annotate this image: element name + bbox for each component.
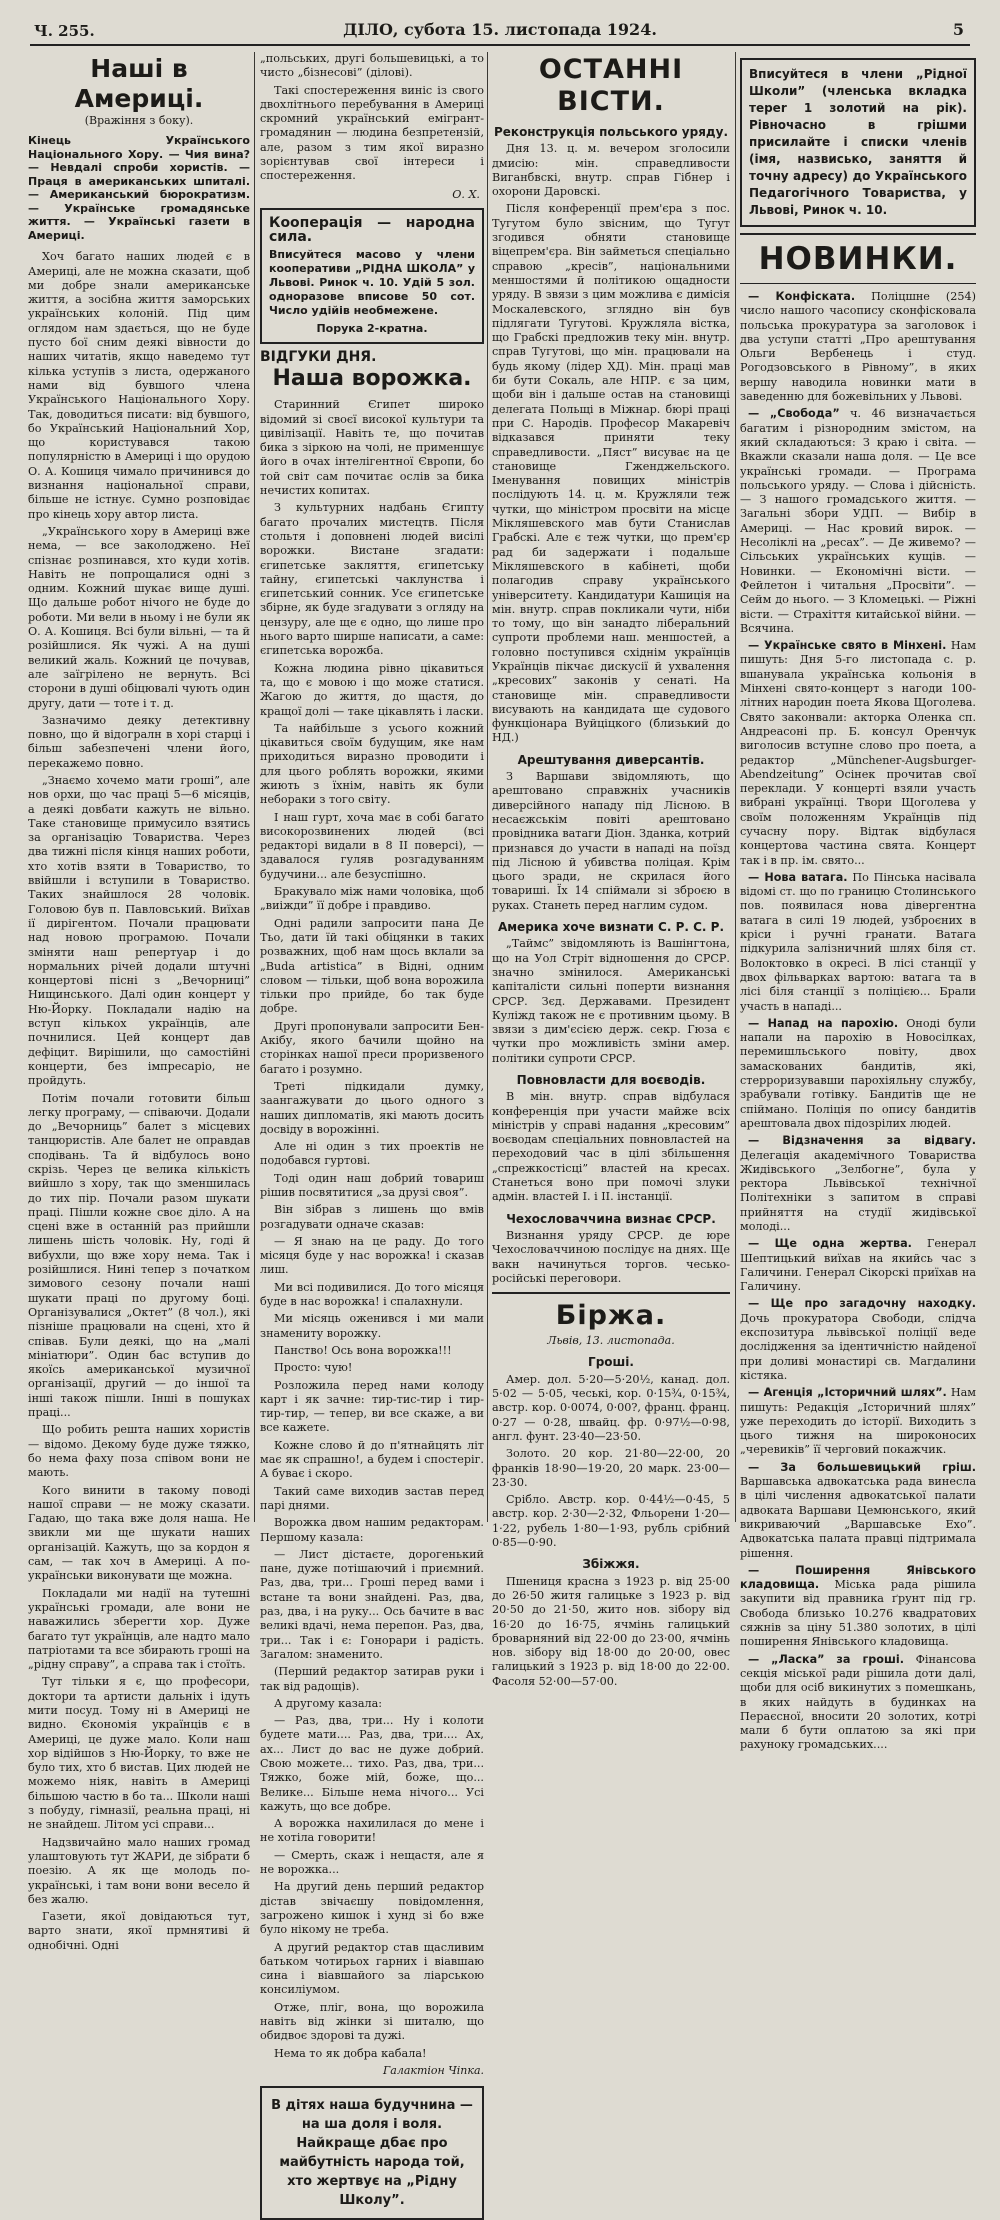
section-label: ВІДГУКИ ДНЯ.: [260, 348, 377, 365]
news-item-heading: — Ще одна жертва.: [748, 1237, 912, 1251]
news-item-text: Делегація академічного Товариства Жидівського „Зелбогне”, була у ректора Львівської технічної Політехніки з запитом в справі прийняття на студії жидівської молоді...: [740, 1148, 976, 1233]
news-item: [740, 639, 976, 868]
news-item-text: Дочь прокуратора Свободи, слідча експозитура львівської поліції веде дослідження за ідентичністю найденої при доливі монастирі св. Магдалини кістяка.: [740, 1311, 976, 1382]
news-item: [740, 871, 976, 1014]
column-divider: [735, 52, 736, 1522]
masthead-title: ДІЛО, субота 15. листопада 1924.: [343, 20, 657, 39]
paragraph: — Смерть, скаж і нещастя, але я не ворожка...: [260, 1848, 484, 1877]
news-heading: Повновласти для воєводів.: [516, 1073, 706, 1087]
paragraph: Газети, якої довідаються тут, варто знати, якої прмнятиві й однобічні. Одні: [28, 1910, 250, 1952]
paragraph: Розложила перед нами колоду карт і як зачне: тир-тис-тир і тир-тир-тир, — тепер, ви все скаже, а ви все кажете.: [260, 1378, 484, 1435]
paragraph: Після конференції прем'єра з пос. Тугутом було звісним, що Тугут згодився обняти становище віцепрем'єра. Він займеться спеціально справою „кресів”, національними меншостями й політикою ощадности уряду. В звязи з цим можлива є димісія Москалевского, зглядно він був підлягати Тугутові. Кружляла вістка, що Грабскі предложив теку мін. внутр. справ Тугутові, що мін. працювали на будь якому (лідер ХД). Мін. праці мав би бути Сокаль, але НПР. є за цим, щоби він і дальше остав на становищі делегата Польщі в Міжнар. бюрі праці при С. Народів. Професор Макаревіч відказався приняти теку справедливости. „Пяст” висуває на це становище Гженджельского. Іменування повищих міністрів послідують 14. ц. м. Кружляли теж чутки, що міністром просвіти на місце Мікляшевского мав бути Станислав Грабскі. Але є теж чутки, що прем'єр рад би задержати і подальше Мікляшевского в кабінеті, щоби полагодив справу українського університету. Кандидатури Кашиція на мін. внутр. справ покликали чути, ніби то тому, що він занадто ліберальний супроти проблеми наш. меншостей, а головно поступився східнім українців Українців пікчає дискусії й ухвалення „кресових” законів у сенаті. На становище мін. справедливости висувають на кандидата ще судового функціонара Вуйціцкого (близький до НД.): [492, 202, 730, 745]
dateline: Львів, 13. листопада.: [547, 1334, 675, 1348]
article-title: Наша ворожка.: [272, 366, 472, 392]
news-item-text: Оноді були напали на парохію в Новосілках, перемишльського повіту, двох замаскованих бандитів, які, стерроризувавши парохіяльну службу, зрабували готівку. Бандитів ще не спіймано. Поліція по опису бандитів арештовала двох підозрілих людей.: [740, 1016, 976, 1130]
market-heading: Збіжжя.: [582, 1557, 640, 1572]
news-item-heading: — Конфіската.: [748, 290, 856, 303]
paragraph: (Перший редактор затирав руки і так від радощів).: [260, 1665, 484, 1693]
paragraph: Кожна людина рівно цікавиться та, що є мовою і що може статися. Жагою до життя, до щастя, до кращої долі — таке цікавлять і ласки.: [260, 661, 484, 718]
news-item: [740, 407, 976, 636]
news-heading: Чехословаччина визнає СРСР.: [506, 1211, 716, 1226]
paragraph: Пшениця красна з 1923 р. від 25·00 до 26·50 житя галицьке з 1923 р. від 20·50 до 21·50, жито нов. зібору від 16·20 до 16·75, ячмінь галицький броварняний від 22·00 до 23·00, ячмінь нов. зібору від 18·00 до 20·00, овес галицький з 1923 р. від 18·00 до 22·00. Фасоля 52·00—57·00.: [492, 1574, 730, 1688]
paragraph: Дня 13. ц. м. вечером зголосили дмисію: мін. справедливости Виганбвскі, внутр. справ Гібнер і охорони Даровскі.: [492, 142, 730, 199]
paragraph: Що робить решта наших хористів — відомо. Декому буде дуже тяжко, бо нема фаху поза співом вони не мають.: [28, 1423, 250, 1480]
article-deck: Кінець Українського Національного Хору. — Чия вина? — Невдалі спроби хористів. — Праця в американських шпиталі. — Американський бюрократизм. — Українське громадянське життя. — Українські газети в Америці.: [28, 134, 250, 242]
news-item: [740, 290, 976, 404]
paragraph: Такі спостереження виніс із свого двохлітнього перебування в Америці скромний український емігрант-громадянин — людина безпретензій, але, разом з тим якої виразно зорієнтував свої інтереси і спостереження.: [260, 83, 484, 183]
paragraph: Кожне слово й до п'ятнайцять літ має як спрашно!, а будем і спостеріг. А буває і скоро.: [260, 1438, 484, 1481]
news-item-text: Варшавська адвокатська рада винесла в цілі числення адвокатської палати адвоката Варшави Цемюнського, який викриваючий „Варшавське Ехо”. Адвокатська палата правці підтримала рішення.: [740, 1475, 976, 1560]
news-item: [740, 1564, 976, 1650]
market-heading: Гроші.: [588, 1355, 634, 1370]
paragraph: Одні радили запросити пана Де Тьо, дати їй такі обіцянки в таких розважних, щоб нам щось вклали за „Buda artistica” в Відні, одним словом — тільки, щоб вона ворожила тільки про прийде, бо так буде добре.: [260, 916, 484, 1016]
paragraph: — Раз, два, три... Ну і колоти будете мати.... Раз, два, три.... Ах, ах... Лист до вас не дуже добрий. Свою можете... тихо. Раз, два, три... Тяжко, боже мій, боже, що... Велике... Більше нема нічого... Усі кажуть, що все добре.: [260, 1714, 484, 1813]
paragraph: Він зібрав з лишень що вмів розгадувати одначе сказав:: [260, 1203, 484, 1231]
author-signature: Галактіон Чіпка.: [382, 2063, 484, 2077]
paragraph: Старинний Єгипет широко відомий зі своєї високої культури та цивілізації. Навіть те, що почитав бика з зіркою на чолі, не применшує його в очах інтелігентної Європи, бо той світ сам почитає ослів за бика нечистих копитах.: [260, 398, 484, 498]
membership-ad-box: Вписуйтеся в члени „Рідної Школи” (членська вкладка теper 1 золотий на рік). Рівночасно в грішми присилайте і списки членів (імя, назвисько, заняття й точну адресу) до Українського Педагогічного Товариства, у Львові, Ринок ч. 10.: [740, 58, 976, 227]
ad-footer: Порука 2-кратна.: [316, 321, 428, 335]
paragraph: Ми місяць оженився і ми мали знамениту ворожку.: [260, 1312, 484, 1340]
news-item-text: ч. 46 визначається багатим і різнородним змістом, на який складаються: З краю і світа. — Вкажли сказали наша доля. — Це все українські громади. — Програма польського уряду. — Слова і дійсність. — З нашого громадського життя. — Загальні збори УДП. — Вибір в Америці. — Нас кровий вирок. — Несоліклі на „ресах”. — Де живемо? — Сільських українських кущів. — Новинки. — Економічні вісти. — Фейлетон і читальня „Просвіти”. — Сейм до нього. — З Кломецькі. — Ріжні вісти. — Страхіття китайської війни. — Всячина.: [740, 407, 976, 635]
paragraph: А ворожка нахилилася до мене і не хотіла говорити!: [260, 1817, 484, 1845]
news-item-heading: — Нова ватага.: [748, 870, 848, 884]
news-item: [740, 1134, 976, 1234]
paragraph: Зазначимо деяку детективну повно, що й відогралн в хорі старці і більш забезпечені члени його, перекажемо повно.: [28, 713, 250, 770]
paragraph: Хоч багато наших людей є в Америці, але не можна сказати, щоб ми добре знали американське життя, а зосібна життя заморських українських колоній. Під цим оглядом нам здається, що не буде пусто бої сним деякі вівности до наших читатів, якщо наведемо тут кілька уступів з листа, одержаного нами від бувшого члена Українського Національного Хору. Так, доводиться писати: від бувшого, бо Український Національний Хор, що користувався такою популярністю в Америці і що орудою О. А. Кошиця чимало причинився до визнання національної справи, більше не істнує. Сумно розповідає про кінець хору автор листа.: [28, 250, 250, 521]
article-subtitle: (Вражіння з боку).: [84, 114, 194, 127]
news-item-heading: — „Свобода”: [748, 407, 840, 421]
news-item-text: Міська рада рішила закупити від правника ґрунт під гр. Свобода близько 10.276 квадратових сяжнів за ціну 51.380 золотих, в цілі поширення Янівського кладовища.: [740, 1578, 976, 1649]
column-3: [492, 52, 730, 1688]
paragraph: З культурних надбань Єгипту багато прочалих мистецтв. Після стольтя і доповнені людей висілі ворожки. Вистане згадати: єгипетське закляття, єгипетську тайну, єгипетські чаклунства і єгипетський сонник. Усе єгипетське збірне, як буде згадувати з огляду на цензуру, але ще є одно, що лише про нього варто ширше написати, а саме: єгипетська ворожба.: [260, 501, 484, 658]
paragraph: Ворожка двом нашим редакторам. Першому казала:: [260, 1516, 484, 1544]
divider: [492, 1292, 730, 1294]
paragraph: Просто: чую!: [274, 1361, 353, 1375]
paragraph: Отже, пліг, вона, що ворожила навіть від жінки зі шиталю, що обидвоє здорові та дужі.: [260, 2000, 484, 2043]
divider: [740, 283, 976, 284]
paragraph: — Я знаю на це раду. До того місяця буде у нас ворожка! і сказав лиш.: [260, 1234, 484, 1277]
column-divider: [254, 52, 255, 1522]
paragraph: Визнання уряду СРСР. де юре Чехословаччиною послідує на днях. Ще вакн начинуться торгов. чесько-російські переговори.: [492, 1228, 730, 1285]
paragraph: Другі пропонували запросити Бен-Акібу, якого бачили щойно на сторінках нашої преси проризвеного багато і розумно.: [260, 1019, 484, 1076]
paragraph: Потім почали готовити більш легку програму, — співаючи. Додали до „Вечорниць” балет з місцевих танцюристів. Але балет не оправдав сподівань. Та й відбулось воно скрізь. Через це велика кількість вийшло з хору, так що зменшилась до тих пір. Почали разом шукати праці. Пішли кожне своє діло. А на сцені вже в останній раз прийшли лишень шість чоловік. Ну, годі й вибухли, що вже хору нема. Так і розійшлися. Нині тепер з початком зимового сезону почали наші шукати праці по другому боці. Організувалися „Октет” (8 чол.), які пізніше працювали на сцені, хто й співав. Були деякі, що на „малі мініатюри”. Один бас вступив до якоїсь американської музичної організації, другий — до іншої та інші також пішли. Інші в пошуках праці...: [28, 1091, 250, 1420]
paragraph: І наш гурт, хоча має в собі багато високорозвинених людей (всі редакторі видали в 8 ІІ поверсі), — здавалося гуляв розгадуванням будучини... але безуспішно.: [260, 810, 484, 881]
cooperative-ad-box: [260, 208, 484, 344]
news-item-text: Нам пишуть: Редакція „Історичний шлях” уже переходить до історії. Виходить з цього тижня на широконосих „черевиків” її черговий покажчик.: [740, 1386, 976, 1457]
paragraph: З Варшави звідомляють, що арештовано справжніх учасників диверсійного нападу під Лісною. В несаєжськім повіті арештовано провідника ватаги Діон. Зданка, котрий признався до участи в нападі на поїзд під Лісною й убивства поліцая. Крім цього зради, не скрилася його товариші. Їх 14 спіймали зі зброєю в руках. Станеть перед наглим судом.: [492, 770, 730, 912]
masthead: [30, 18, 970, 46]
news-item-heading: — Відзначення за відвагу.: [748, 1134, 976, 1148]
paragraph: На другий день перший редактор дістав звічаєшу повідомлення, загрожено кишок і хунд зі бо вже було нікому не треба.: [260, 1880, 484, 1937]
news-item: [740, 1237, 976, 1294]
paragraph: Тоді один наш добрий товариш рішив посвятитися „за друзі своя”.: [260, 1171, 484, 1199]
paragraph: Бракувало між нами чоловіка, щоб „виіжди” її добре і правдиво.: [260, 885, 484, 913]
paragraph: Такий саме виходив застав перед парі днями.: [260, 1484, 484, 1512]
paragraph: „Українського хору в Америці вже нема, — все заколоджено. Неї спізнає розпинався, хто куди хотів. Навіть не попрощалися одні з одним. Кожний шукає вище душі. Що дальше робот нічого не буде до роботи. Ми вели в ньому і не були як О. А. Кошиця. Всі були вільні, — та й розійшлися. Як чужі. А на душі великий жаль. Кожний це почував, але заїгрілено не вернуть. Всі сторони в душі обіцювалі чують один другу, дати — тоте і т. д.: [28, 524, 250, 710]
news-item-heading: — Українське свято в Мінхені.: [748, 639, 947, 653]
news-item: [740, 1386, 976, 1457]
paragraph: А другому казала:: [274, 1696, 383, 1710]
paragraph: Тут тільки я є, що професори, доктори та артисти дальніх і ідуть мити посуд. Тому ні в Америці не видно. Єкономія українців є в Америці, це дуже мало. Коли наш хор відійшов з Ню-Йорку, то вже не було тих, хто б вистав. Цих людей не можемо ніяк, навіть в Америці більшою частю в бо та... Школи наші з побуду, гімназії, реальна праці, ні не знайдеш. Літом усі справи...: [28, 1675, 250, 1832]
column-divider: [487, 52, 488, 1522]
news-item: [740, 1653, 976, 1753]
paragraph: „Знаємо хочемо мати гроші”, але нов орхи, що час праці 5—6 місяців, а деякі довбати кажуть не вільно. Таке становище примусило взятись за організацію Товариства. Через два тижні після кінця наших роботи, хто хотів взяти в Товариство, то ввійшли і вступили в Товариство. Таких знайшлося 28 чоловік. Головою був п. Павловський. Виїхав ії дирігентом. Почали працювати над новою програмою. Почали зміняти наш репертуар і до нормальних річей додали штучні концертові пісні з „Вечорниці” Нищинського. Далі один концерт у Ню-Йорку. Покладали надію на вступ кількох українців, але почнилися. Цей концерт дав дефіцит. Вирішили, що самостійні концерти, без імпресаріо, не пройдуть.: [28, 773, 250, 1088]
news-item: [740, 1461, 976, 1561]
page-number: 5: [952, 20, 964, 39]
news-item-heading: — За большевицький гріш.: [748, 1460, 976, 1474]
paragraph: — Лист дістаєте, дорогенький пане, дуже потішаючий і приємний. Раз, два, три... Гроші перед вами і встане та вони знайдені. Раз, два, раз, два, і на руку... Ось бачите в вас великі вдачі, нема перепон. Раз, два, три... Так і є: Гонорари і радість. Загалом: знаменито.: [260, 1547, 484, 1661]
news-heading: Реконструкція польського уряду.: [493, 125, 728, 139]
paragraph: Але ні один з тих проектів не подобався гуртові.: [260, 1140, 484, 1168]
column-1: [28, 52, 250, 1952]
paragraph: Кого винити в такому поводі нашої справи — не можу сказати. Гадаю, що така вже доля наша. Не звикли ми ще шукати наших організацій. Кажуть, що за кордон я сам, — так хоч в Америці. А по-українськи виконувати ще можна.: [28, 1483, 250, 1583]
paragraph: Золото. 20 кор. 21·80—22·00, 20 франків 18·90—19·20, 20 марк. 23·00—23·30.: [492, 1447, 730, 1489]
issue-number: Ч. 255.: [34, 22, 95, 40]
news-heading: Америка хоче визнати С. Р. С. Р.: [497, 920, 725, 935]
article-title: Наші в Америці.: [74, 54, 204, 113]
column-4: [740, 52, 976, 1752]
news-item-text: Нам пишуть: Дня 5-го листопада с. р. вшанувала українська кольонія в Мінхені свято-концерт з нагоди 100-літних народин поета Якова Щоголева. Свято законвали: акторка Оленка сп. Андрeасоні пр. Б. консул Оренчук виголосив вступне слово про поета, а редактор „Münchener-Augsburger-Abendzeitung” Осінек прочитав свої переклади. У концерті взяли участь вибрані українці. Твори Щоголева у своїм положенням Українців під сучасну пору. Відтак відбулася концертова частина свята. Концерт так і в пр. ім. свято...: [740, 639, 976, 867]
news-heading: Арештування диверсантів.: [517, 752, 705, 767]
news-item-text: Фінансова секція міської ради рішила доти далі, щоби для осіб викинутих з помешкань, в яких найдуть в будинках на Пераєсної, вносити 20 золотих, котрі мали б бути оплатою за які при рахуноку громадських....: [740, 1652, 976, 1752]
paragraph: Та найбільше з усього кожний цікавиться своїм будущим, яке нам приходиться виразно проводити і для цього роблять ворожки, якими жиють з їхнім, навіть як були небораки з того світу.: [260, 721, 484, 807]
paragraph: Треті підкидали думку, заангажувати до цього одного з наших дипломатів, які мають досить досвіду в ворожінні.: [260, 1079, 484, 1136]
ridna-shkola-box: В дітях наша будучнина — на ша доля і воля. Найкраще дбає про майбутність народа той, хто жертвує на „Рідну Школу”.: [260, 2086, 484, 2220]
paragraph: Покладали ми надії на тутешні українські громади, але вони не наважились зберегти хор. Дуже багато тут українців, але надто мало патріотами та все збирають гроші на „рідну справу”, а справа так і стоїть.: [28, 1586, 250, 1672]
news-item-heading: — Напад на парохію.: [748, 1016, 899, 1030]
paragraph: Амер. дол. 5·20—5·20½, канад. дол. 5·02 — 5·05, чеські, кор. 0·15¾, 0·15¾, австр. кор. 0·0074, 0·00?, франц. франц. 0·27 — 0·28, швайц. фр. 0·97½—0·98, англ. фунт. 23·40—23·50.: [492, 1372, 730, 1443]
section-title: Біржа.: [555, 1300, 667, 1332]
paragraph: Срібло. Австр. кор. 0·44½—0·45, 5 австр. кор. 2·30—2·32, Фльорени 1·20—1·22, рубель 1·80—1·93, рубль срібний 0·85—0·90.: [492, 1493, 730, 1550]
paragraph: Нема то як добра кабала!: [274, 2046, 427, 2060]
section-title: НОВИНКИ.: [758, 241, 958, 277]
news-item-text: Генерал Шептицький виїхав на якийсь час з Галичини. Генерал Сікорскі приїхав на Галичину.: [740, 1237, 976, 1294]
paragraph: Ми всі подивилися. До того місяця буде в нас ворожка! і спалахнули.: [260, 1280, 484, 1309]
article-body: [260, 398, 484, 2061]
author-signature: О. Х.: [452, 187, 480, 201]
news-item-heading: — Ще про загадочну находку.: [748, 1297, 976, 1311]
section-title: ОСТАННІ ВІСТИ.: [538, 54, 684, 117]
paragraph: В мін. внутр. справ відбулася конференція при участи майже всіх міністрів у справі надання „кресовим” воєводам спеціальних повновластей на переходовий час в цілі збільшення „спрежкостісці” властей на кресах. Станеться воно при помочі злуки адмін. властей І. і ІІ. інстанції.: [492, 1090, 730, 1204]
paragraph: Панство! Ось вона ворожка!!!: [274, 1343, 452, 1357]
ad-body: Вписуйтеся масово у члени кооперативи „РІДНА ШКОЛА” у Львові. Ринок ч. 10. Удій 5 зол. одноразове вписове 50 сот. Число удійів необмежене.: [269, 247, 475, 317]
column-2: [260, 52, 484, 2209]
news-item-text: По Пінська насівала відомі ст. що по границю Столинського пов. появилася нова дівергентна ватага в силі 19 людей, узброєних в кріси і ручні гранати. Ватага підкурила залізничний шлях біля ст. Волоктовко в окресі. В лісі станції у двох фільварках вартою: ватага та в лісі біля станції з поліцією... Брали участь в нападі...: [740, 870, 976, 1013]
paragraph: „Таймс” звідомляють із Вашінгтона, що на Уол Стріт відношення до СРСР. значно змінилося. Американські капіталісти сильні поперти визнання СРСР. Зєд. Державами. Президент Куліжд також не є противним цьому. В звязи з дим'єсією держ. секр. Гюза є чутки про можливість зміни амер. політики супроти СРСР.: [492, 937, 730, 1065]
paragraph: А другий редактор став щасливим батьком чотирьох гарних і віавшаю сина і віавшайого за ліарською консиліумом.: [260, 1940, 484, 1997]
news-item: [740, 1017, 976, 1131]
news-item-heading: — Агенція „Історичний шлях”.: [748, 1386, 947, 1400]
news-item-heading: — Поширення Янівського кладовища.: [740, 1563, 976, 1592]
divider: [740, 233, 976, 235]
news-list: [740, 290, 976, 1753]
paragraph: Надзвичайно мало наших громад улаштовують тут ЖАРИ, де зібрати б поезію. А як ще молодь по-українські, і там вони вони весело й без жалю.: [28, 1835, 250, 1906]
news-item: [740, 1297, 976, 1383]
news-item-text: Поліцшне (254) число нашого часопису сконфісковала польська прокуратура за заголовок і два уступи статті „Про арештування Ольги Вербенець і студ. Рогодзовського в Рівному”, в яких вершу наводила новинки мати в заведенню для божевільних у Львові.: [740, 290, 976, 404]
news-item-heading: — „Ласка” за гроші.: [748, 1652, 904, 1666]
ad-title: Кооперація — народна сила.: [269, 214, 475, 245]
paragraph: „польських, другі большевицькі, а то чисто „бізнесові” (ділові).: [260, 52, 484, 80]
